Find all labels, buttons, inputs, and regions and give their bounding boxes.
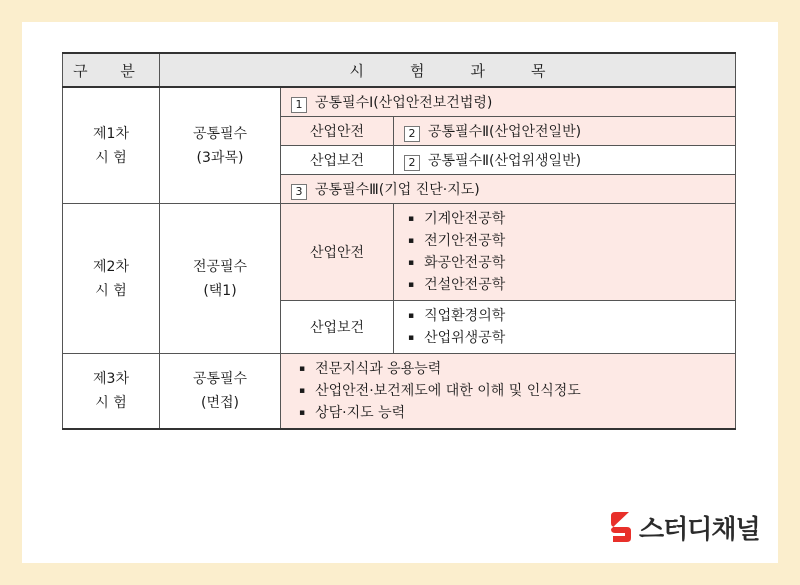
stage1-common3-text: 공통필수Ⅲ(기업 진단·지도) — [315, 181, 480, 198]
stage2-safety-list — [394, 204, 736, 301]
stage3-type-line1: 공통필수 — [192, 371, 248, 387]
stage1-name-line2: 시 험 — [95, 149, 127, 166]
table-row — [63, 204, 736, 301]
table-row — [63, 354, 736, 430]
list-item: ▪ 전문지식과 응용능력 — [299, 358, 735, 380]
stage1-type-line1: 공통필수 — [192, 125, 248, 142]
stage1-health-subject-text: 공통필수Ⅱ(산업위생일반) — [428, 152, 582, 169]
stage2-type-line2: (택1) — [203, 282, 237, 299]
stage1-type-line2: (3과목) — [196, 149, 244, 166]
list-item: ▪ 건설안전공학 — [408, 274, 735, 296]
list-item: ▪ 전기안전공학 — [408, 230, 735, 252]
studychannel-logo — [609, 507, 760, 547]
stage3-name-line1: 제3차 — [93, 371, 129, 387]
logo-text: 스터디채널 — [639, 514, 760, 545]
stage2-type-line1: 전공필수 — [192, 258, 248, 275]
health-subject-list — [394, 301, 735, 353]
stage2-type — [160, 204, 281, 354]
stage1-safety-subject — [394, 117, 736, 146]
stage3-items — [281, 354, 736, 430]
number-box: 3 — [291, 184, 307, 200]
number-box: 2 — [404, 126, 420, 142]
stage3-name-line2: 시 험 — [95, 395, 127, 411]
exam-subjects-table — [62, 52, 736, 430]
header-subjects: 시험과목 — [160, 53, 736, 87]
list-item: ▪ 화공안전공학 — [408, 252, 735, 274]
list-item: ▪ 직업환경의학 — [408, 305, 735, 327]
stage1-health-label: 산업보건 — [281, 146, 394, 175]
stage1-common1-text: 공통필수Ⅰ(산업안전보건법령) — [315, 94, 493, 111]
stage1-safety-label: 산업안전 — [281, 117, 394, 146]
safety-subject-list — [394, 204, 735, 300]
stage1-name-line1: 제1차 — [93, 125, 129, 142]
stage1-name — [63, 87, 160, 204]
stage3-type — [160, 354, 281, 430]
stage1-common1 — [281, 87, 736, 117]
table-header-row — [63, 53, 736, 87]
stage2-name — [63, 204, 160, 354]
interview-item-list — [281, 354, 735, 428]
header-category: 구 분 — [63, 53, 160, 87]
stage2-safety-label: 산업안전 — [281, 204, 394, 301]
stage1-common3 — [281, 175, 736, 204]
stage3-type-line2: (면접) — [201, 395, 239, 411]
table-row — [63, 87, 736, 117]
stage1-health-subject — [394, 146, 736, 175]
stage2-health-list — [394, 301, 736, 354]
stage2-name-line2: 시 험 — [95, 282, 127, 299]
stage2-name-line1: 제2차 — [93, 258, 129, 275]
list-item: ▪ 상담·지도 능력 — [299, 402, 735, 424]
stage1-type — [160, 87, 281, 204]
list-item: ▪ 산업위생공학 — [408, 327, 735, 349]
stage1-safety-subject-text: 공통필수Ⅱ(산업안전일반) — [428, 123, 582, 140]
list-item: ▪ 기계안전공학 — [408, 208, 735, 230]
content-card — [22, 22, 778, 563]
number-box: 2 — [404, 155, 420, 171]
stage2-health-label: 산업보건 — [281, 301, 394, 354]
number-box: 1 — [291, 97, 307, 113]
stage3-name — [63, 354, 160, 430]
list-item: ▪ 산업안전·보건제도에 대한 이해 및 인식정도 — [299, 380, 735, 402]
logo-s-icon — [609, 510, 633, 544]
